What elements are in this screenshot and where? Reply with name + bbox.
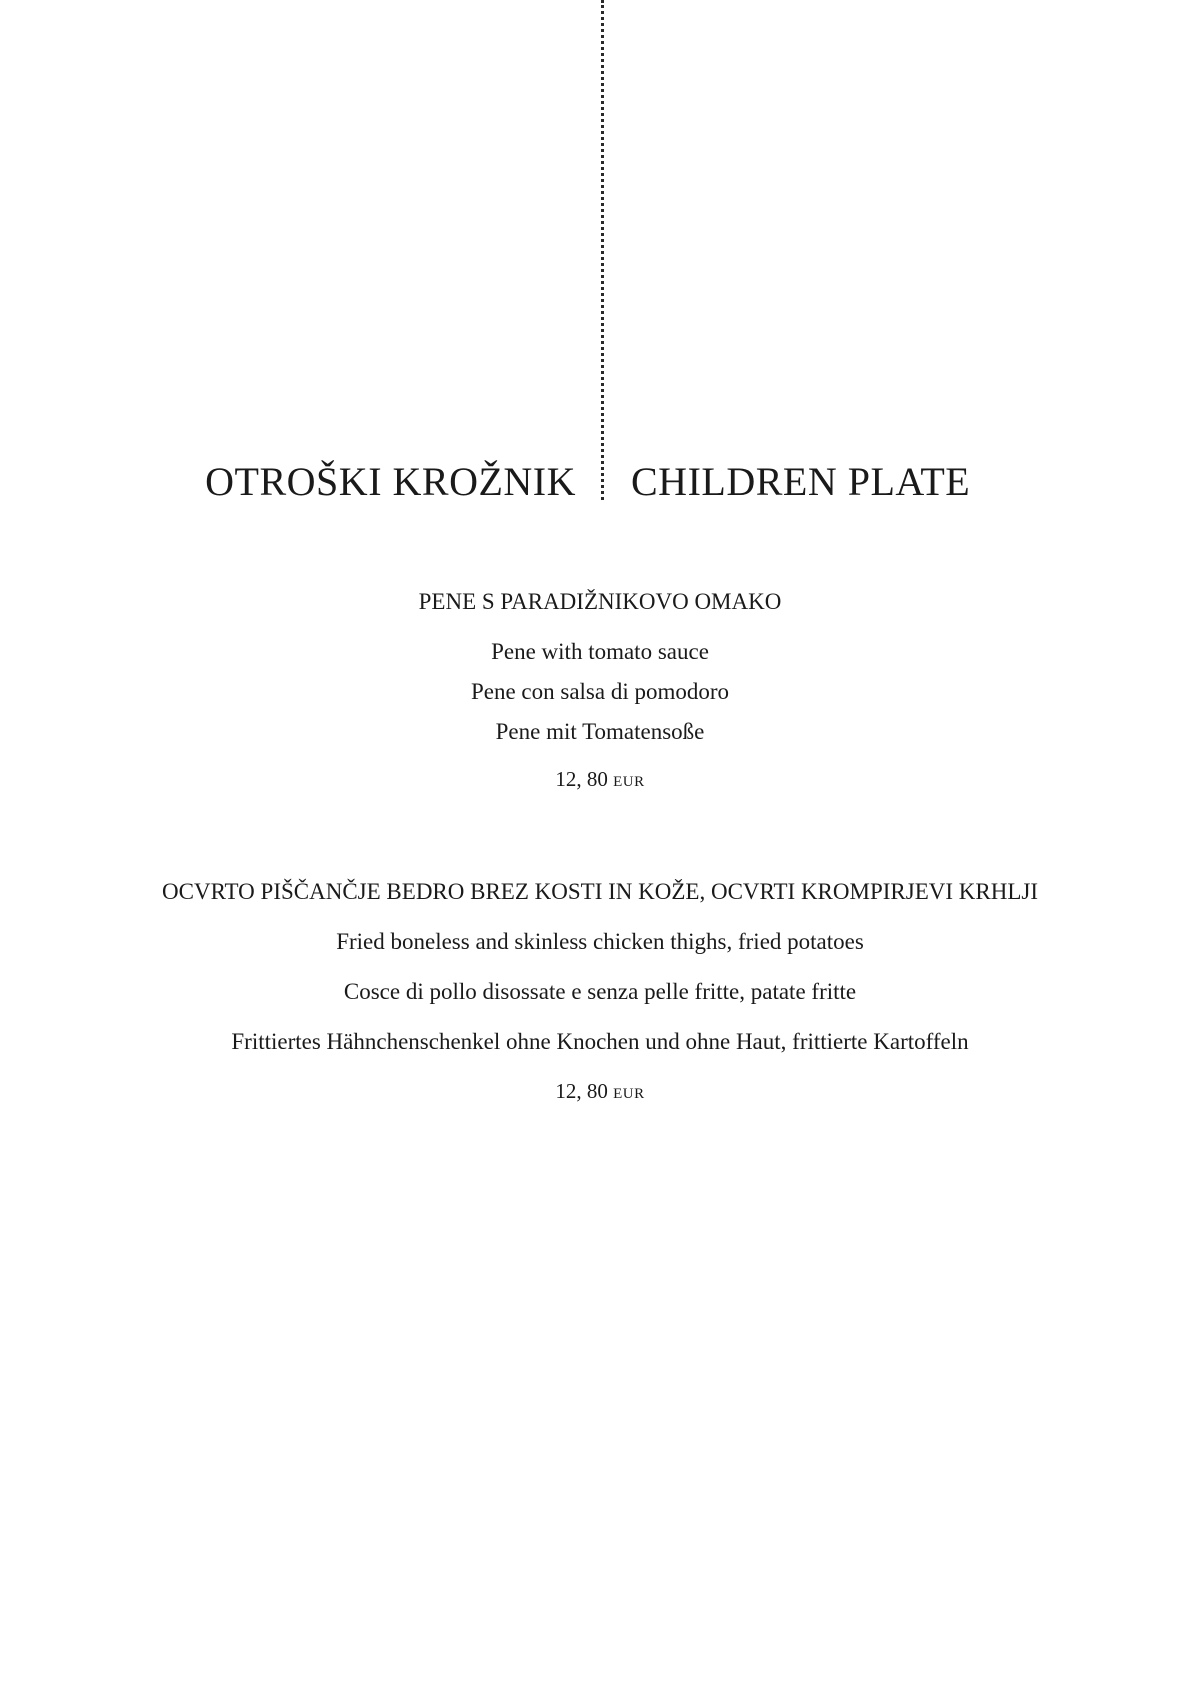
price-value: 12, 80 xyxy=(555,1079,608,1103)
item-translation-italian: Cosce di pollo disossate e senza pelle fritte, patate fritte xyxy=(343,979,857,1004)
price-currency: EUR xyxy=(613,774,645,790)
title-english: CHILDREN PLATE xyxy=(631,459,971,504)
menu-header xyxy=(0,458,1200,518)
item-translation-german: Frittiertes Hähnchenschenkel ohne Knochen und ohne Haut, frittierte Kartoffeln xyxy=(231,1029,969,1054)
menu-item-pasta xyxy=(0,589,1200,792)
item-price xyxy=(0,1079,1200,1104)
price-currency: EUR xyxy=(613,1086,645,1102)
price-value: 12, 80 xyxy=(555,767,608,791)
dotted-divider xyxy=(601,0,604,500)
item-translation-italian: Pene con salsa di pomodoro xyxy=(470,679,730,704)
item-translation-german: Pene mit Tomatensoße xyxy=(495,719,705,744)
title-slovenian: OTROŠKI KROŽNIK xyxy=(205,459,576,504)
item-price xyxy=(0,767,1200,792)
item-name: PENE S PARADIŽNIKOVO OMAKO xyxy=(418,589,782,614)
item-name: OCVRTO PIŠČANČJE BEDRO BREZ KOSTI IN KOŽE, OCVRTI KROMPIRJEVI KRHLJI xyxy=(162,879,1038,904)
item-translation-english: Pene with tomato sauce xyxy=(491,639,709,664)
item-translation-english: Fried boneless and skinless chicken thighs, fried potatoes xyxy=(336,929,864,954)
menu-item-chicken xyxy=(0,879,1200,1104)
